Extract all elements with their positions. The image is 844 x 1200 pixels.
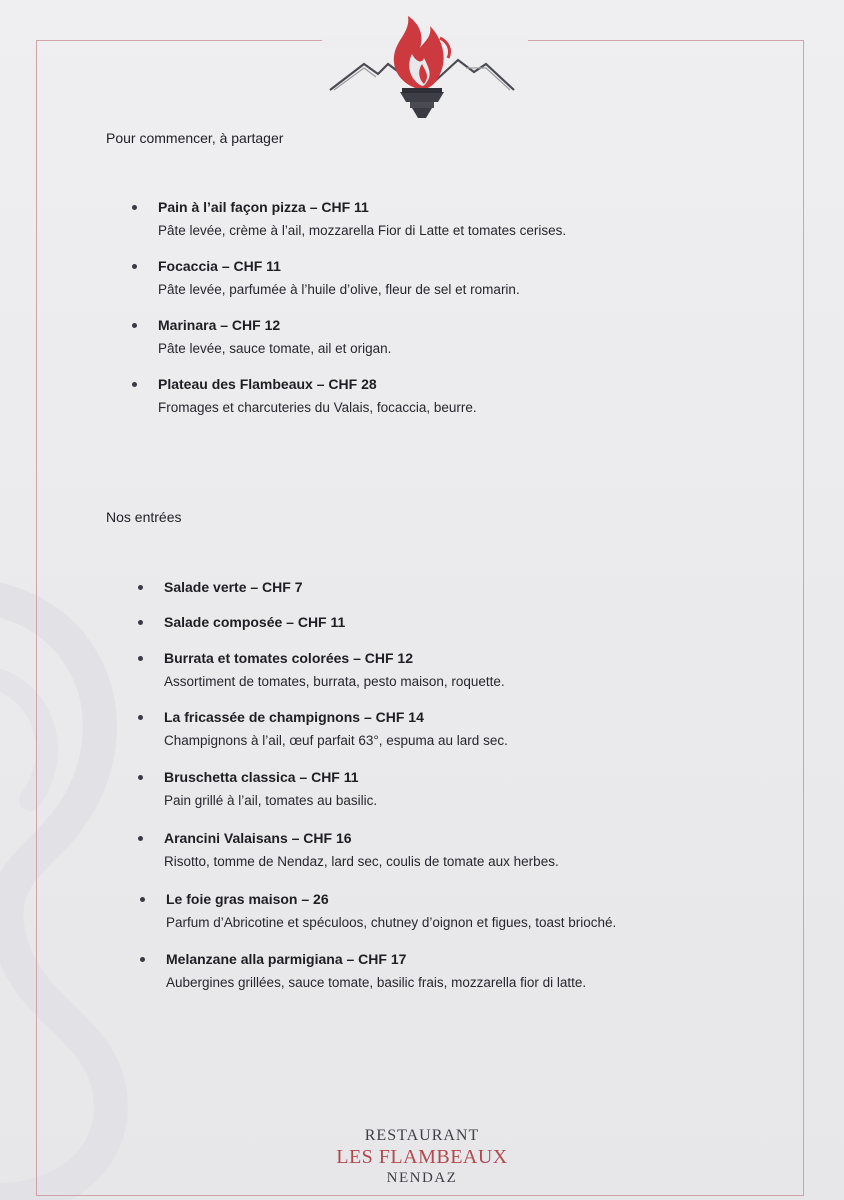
menu-item-description: Assortiment de tomates, burrata, pesto maison, roquette. [164,674,505,689]
menu-item-name: Salade composée – CHF 11 [164,614,346,630]
menu-item-description: Pâte levée, parfumée à l’huile d’olive, fleur de sel et romarin. [158,282,520,297]
bullet-dot-icon [140,897,145,902]
section-title-entrees: Nos entrées [106,509,182,525]
menu-item-description: Fromages et charcuteries du Valais, focaccia, beurre. [158,400,477,415]
menu-item-name: La fricassée de champignons – CHF 14 [164,709,424,725]
menu-item-description: Pâte levée, crème à l’ail, mozzarella Fior di Latte et tomates cerises. [158,223,567,238]
menu-item [164,578,303,596]
menu-item-name: Marinara – CHF 12 [158,317,281,333]
menu-item-description: Pâte levée, sauce tomate, ail et origan. [158,341,392,356]
menu-item-name: Focaccia – CHF 11 [158,258,281,274]
menu-item-name: Burrata et tomates colorées – CHF 12 [164,650,413,666]
torch-flame-mountains-icon [326,14,518,120]
menu-item-name: Salade verte – CHF 7 [164,579,303,595]
bullet-dot-icon [132,264,137,269]
footer-location: NENDAZ [386,1170,458,1186]
bullet-dot-icon [138,585,143,590]
bullet-dot-icon [138,775,143,780]
menu-item [158,316,391,358]
menu-item-name: Pain à l’ail façon pizza – CHF 11 [158,199,369,215]
bullet-dot-icon [132,205,137,210]
menu-item [158,375,477,417]
menu-item [166,890,616,932]
menu-item-name: Bruschetta classica – CHF 11 [164,769,359,785]
menu-item [164,829,559,871]
menu-item-name: Plateau des Flambeaux – CHF 28 [158,376,377,392]
menu-item [164,708,508,750]
bullet-dot-icon [138,656,143,661]
bullet-dot-icon [132,382,137,387]
menu-item [164,613,345,631]
menu-item-description: Pain grillé à l’ail, tomates au basilic. [164,793,378,808]
menu-item [158,257,520,299]
menu-item-description: Champignons à l’ail, œuf parfait 63°, espuma au lard sec. [164,733,508,748]
bullet-dot-icon [138,620,143,625]
menu-item-description: Parfum d’Abricotine et spéculoos, chutney d’oignon et figues, toast brioché. [166,915,617,930]
bullet-dot-icon [140,957,145,962]
menu-item-description: Risotto, tomme de Nendaz, lard sec, coulis de tomate aux herbes. [164,854,559,869]
menu-item-name: Arancini Valaisans – CHF 16 [164,830,352,846]
bullet-dot-icon [132,323,137,328]
menu-item [158,198,566,240]
bullet-dot-icon [138,715,143,720]
menu-item-name: Melanzane alla parmigiana – CHF 17 [166,951,407,967]
footer-restaurant-label: RESTAURANT [364,1127,480,1144]
menu-item [164,649,505,691]
menu-item [164,768,377,810]
footer-restaurant-name: LES FLAMBEAUX [336,1146,508,1168]
bullet-dot-icon [138,836,143,841]
menu-item [166,950,586,992]
section-title-starters: Pour commencer, à partager [106,130,284,146]
menu-item-description: Aubergines grillées, sauce tomate, basilic frais, mozzarella fior di latte. [166,975,587,990]
menu-item-name: Le foie gras maison – 26 [166,891,329,907]
